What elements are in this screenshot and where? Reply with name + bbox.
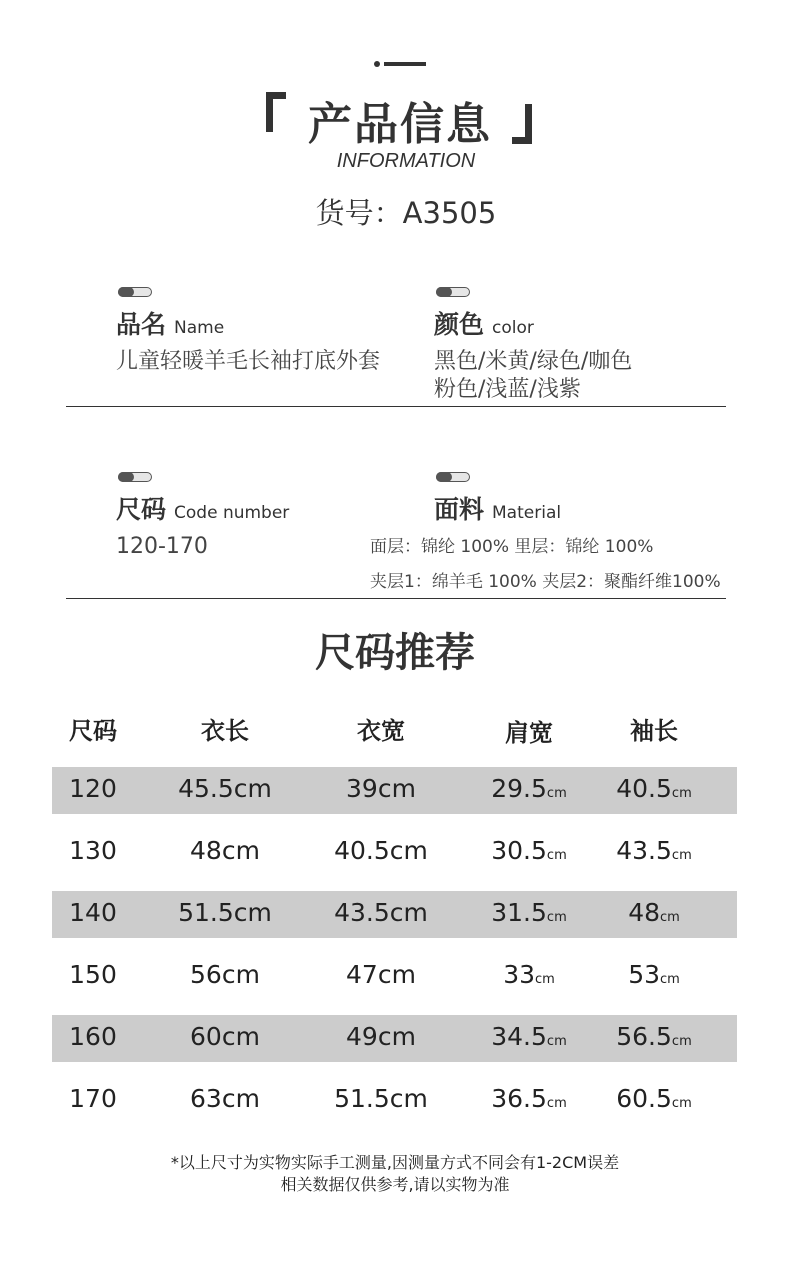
cell-size	[43, 1084, 143, 1113]
color-label-en: color	[492, 318, 534, 338]
cell-sleeve	[604, 1022, 704, 1051]
cell-width	[331, 960, 431, 989]
cell-size	[43, 898, 143, 927]
cell-shoulder-value: 29.5	[491, 774, 547, 803]
page-subtitle: INFORMATION	[336, 150, 476, 172]
cell-size-value: 130	[69, 836, 117, 865]
cell-shoulder	[479, 898, 579, 927]
cell-sleeve-value: 43.5	[616, 836, 672, 865]
cell-width-value: 47cm	[346, 960, 416, 989]
unit-label: cm	[546, 848, 567, 863]
toggle-icon	[436, 287, 470, 297]
header-dot	[374, 61, 380, 67]
cell-shoulder-value: 34.5	[491, 1022, 547, 1051]
cell-sleeve	[604, 960, 704, 989]
cell-width-value: 43.5cm	[334, 898, 428, 927]
cell-length	[175, 1084, 275, 1113]
unit-label: cm	[671, 1034, 692, 1049]
cell-sleeve-value: 48	[628, 898, 660, 927]
col-header-length: 衣长	[201, 717, 249, 745]
size-recommendation-title: 尺码推荐	[315, 630, 475, 676]
name-value: 儿童轻暖羊毛长袖打底外套	[116, 349, 381, 374]
size-label-en: Code number	[174, 503, 290, 523]
cell-shoulder	[479, 1022, 579, 1051]
cell-size-value: 150	[69, 960, 117, 989]
unit-label: cm	[546, 910, 567, 925]
cell-sleeve	[604, 774, 704, 803]
cell-width	[331, 1022, 431, 1051]
cell-shoulder-value: 36.5	[491, 1084, 547, 1113]
size-label-group	[116, 490, 289, 526]
cell-width-value: 51.5cm	[334, 1084, 428, 1113]
cell-length	[175, 898, 275, 927]
cell-length	[175, 960, 275, 989]
cell-length-value: 45.5cm	[178, 774, 272, 803]
item-number: 货号：A3505	[315, 196, 497, 230]
unit-label: cm	[546, 1034, 567, 1049]
footnote-line2: 相关数据仅供参考,请以实物为准	[280, 1175, 510, 1194]
cell-length	[175, 1022, 275, 1051]
unit-label: cm	[671, 786, 692, 801]
col-header-shoulder: 肩宽	[505, 719, 553, 747]
cell-shoulder-value: 33	[503, 960, 535, 989]
cell-sleeve-value: 60.5	[616, 1084, 672, 1113]
cell-shoulder-value: 31.5	[491, 898, 547, 927]
material-label-en: Material	[492, 503, 562, 523]
unit-label: cm	[546, 1096, 567, 1111]
cell-size-value: 170	[69, 1084, 117, 1113]
size-value: 120-170	[116, 534, 208, 559]
cell-length-value: 60cm	[190, 1022, 260, 1051]
unit-label: cm	[660, 972, 680, 987]
material-value-line2: 夹层1：绵羊毛 100% 夹层2：聚酯纤维100%	[370, 572, 721, 592]
cell-sleeve	[604, 1084, 704, 1113]
cell-shoulder	[479, 960, 579, 989]
cell-width	[331, 1084, 431, 1113]
material-value-line1: 面层：锦纶 100% 里层：锦纶 100%	[370, 537, 654, 557]
material-label: 面料	[434, 495, 485, 524]
cell-size-value: 140	[69, 898, 117, 927]
size-label: 尺码	[116, 495, 167, 524]
cell-sleeve	[604, 836, 704, 865]
cell-size	[43, 1022, 143, 1051]
unit-label: cm	[671, 848, 692, 863]
color-label-group	[434, 305, 534, 341]
toggle-icon	[118, 472, 152, 482]
cell-size-value: 160	[69, 1022, 117, 1051]
cell-length-value: 63cm	[190, 1084, 260, 1113]
footnote-line1: *以上尺寸为实物实际手工测量,因测量方式不同会有1-2CM误差	[170, 1153, 620, 1172]
cell-size	[43, 836, 143, 865]
cell-length-value: 48cm	[190, 836, 260, 865]
material-label-group	[434, 490, 561, 526]
cell-sleeve	[604, 898, 704, 927]
unit-label: cm	[671, 1096, 692, 1111]
toggle-icon	[118, 287, 152, 297]
unit-label: cm	[660, 910, 680, 925]
cell-width	[331, 774, 431, 803]
name-label-group	[116, 305, 224, 341]
cell-width-value: 39cm	[346, 774, 416, 803]
divider	[66, 598, 726, 599]
cell-length-value: 56cm	[190, 960, 260, 989]
cell-sleeve-value: 53	[628, 960, 660, 989]
cell-length	[175, 836, 275, 865]
unit-label: cm	[535, 972, 555, 987]
name-label: 品名	[116, 310, 167, 339]
right-bracket-decoration	[512, 104, 532, 144]
cell-sleeve-value: 40.5	[616, 774, 672, 803]
cell-width	[331, 836, 431, 865]
cell-size	[43, 774, 143, 803]
name-label-en: Name	[174, 318, 225, 338]
cell-shoulder	[479, 836, 579, 865]
cell-width-value: 40.5cm	[334, 836, 428, 865]
left-bracket-decoration	[266, 92, 286, 132]
cell-length	[175, 774, 275, 803]
header-dash	[384, 62, 426, 66]
col-header-size: 尺码	[69, 717, 117, 745]
cell-size	[43, 960, 143, 989]
cell-sleeve-value: 56.5	[616, 1022, 672, 1051]
cell-length-value: 51.5cm	[178, 898, 272, 927]
toggle-icon	[436, 472, 470, 482]
col-header-sleeve: 袖长	[630, 717, 678, 745]
divider	[66, 406, 726, 407]
color-value-line1: 黑色/米黄/绿色/咖色	[434, 349, 633, 374]
color-label: 颜色	[434, 310, 485, 339]
cell-size-value: 120	[69, 774, 117, 803]
col-header-width: 衣宽	[357, 717, 405, 745]
cell-shoulder	[479, 1084, 579, 1113]
color-value-line2: 粉色/浅蓝/浅紫	[434, 377, 581, 402]
cell-width-value: 49cm	[346, 1022, 416, 1051]
unit-label: cm	[546, 786, 567, 801]
page-title: 产品信息	[308, 99, 492, 150]
cell-shoulder	[479, 774, 579, 803]
cell-width	[331, 898, 431, 927]
cell-shoulder-value: 30.5	[491, 836, 547, 865]
